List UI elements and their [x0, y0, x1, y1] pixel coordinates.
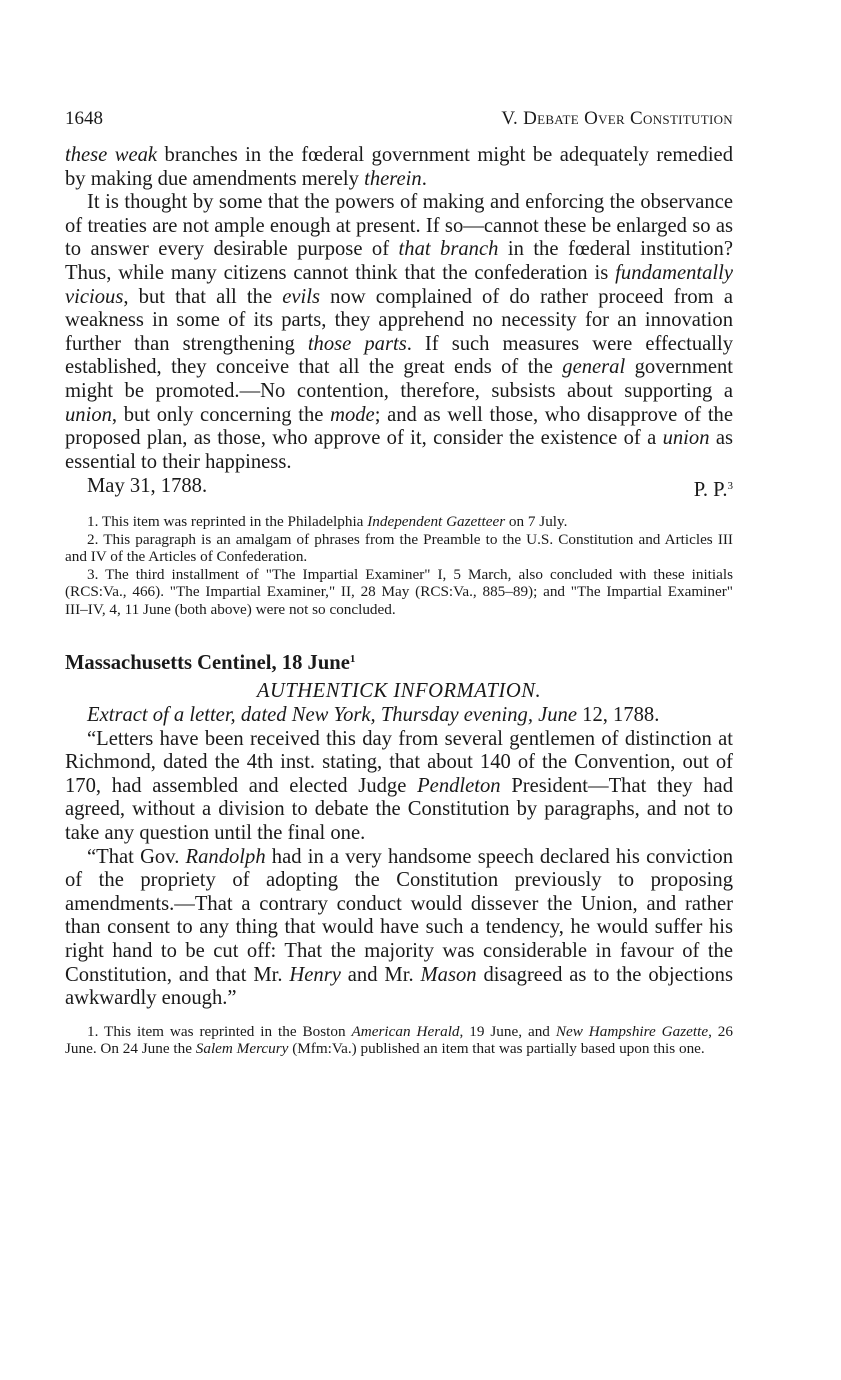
footnote: 3. The third installment of "The Impartial Examiner" I, 5 March, also concluded with these initials (RCS:Va., 466). "The Impartial Examiner," II, 28 May (RCS:Va., 885–89); and "The Impartial Examiner" III–IV, 4, 11 June (both above) were not so concluded. [65, 565, 733, 618]
paragraph [65, 144, 733, 191]
footnotes-1 [65, 513, 733, 619]
text: , 26 June. On 24 June the [65, 1022, 733, 1058]
date: May 31, 1788. [87, 475, 208, 498]
text: 12, 1788. [577, 704, 660, 727]
paragraph [65, 191, 733, 474]
italic-text: Pendleton [417, 774, 501, 797]
italic-text: Salem Mercury [195, 1040, 289, 1058]
italic-text: American Herald [351, 1022, 460, 1040]
text: government might be promoted.—No contention, therefore, subsists about supporting a [65, 356, 733, 402]
text: branches in the fœderal government might be adequately remedied by making due amendments merely [65, 144, 733, 190]
italic-text: union [65, 403, 112, 426]
italic-text: Mason [420, 963, 477, 986]
text: disagreed as to the objections awkwardly enough.” [65, 963, 733, 1010]
document-page [65, 108, 733, 1058]
text: . [421, 167, 427, 190]
signature-text: P. P. [693, 479, 728, 502]
italic-text: Randolph [185, 845, 266, 868]
page-number: 1648 [65, 108, 103, 129]
italic-text: mode [330, 403, 375, 426]
text: as essential to their happiness. [65, 427, 733, 473]
text: President—That they had agreed, without a division to debate the Constitution by paragraphs, and not to take any question until the final one. [65, 774, 733, 845]
text: . If such measures were effectually established, they conceive that all the great ends of the [65, 332, 733, 379]
footnote [65, 513, 733, 531]
section-title [65, 646, 733, 676]
text: , but that all the [123, 285, 283, 308]
text: , but only concerning the [111, 403, 331, 426]
italic-text: general [562, 356, 626, 379]
footnote: 2. This paragraph is an amalgam of phrases from the Preamble to the U.S. Constitution and Articles III and IV of the Articles of Confederation. [65, 530, 733, 566]
text: , 19 June, and [459, 1022, 556, 1040]
text: It is thought by some that the powers of making and enforcing the observance of treaties are not ample enough at present. If so—cannot these be enlarged so as to answer every desirable purpose of [65, 191, 733, 261]
italic-text: Henry [289, 963, 341, 986]
italic-text: Independent Gazetteer [367, 512, 506, 530]
page-header [65, 108, 733, 144]
text: 1. This item was reprinted in the Boston [87, 1022, 352, 1040]
italic-text: that branch [398, 238, 499, 261]
article-body-1 [65, 144, 733, 503]
text: on 7 July. [505, 512, 568, 530]
italic-text: fundamentally vicious [65, 261, 733, 308]
centered-heading: AUTHENTICK INFORMATION. [256, 680, 542, 703]
text: “That Gov. [87, 845, 186, 868]
italic-text: union [662, 427, 710, 450]
paragraph [65, 846, 733, 1011]
text: in the fœderal institution? Thus, while many citizens cannot think that the confederation is [65, 238, 733, 284]
paragraph [65, 728, 733, 846]
text: 1. This item was reprinted in the Philadelphia [87, 512, 368, 530]
text: had in a very handsome speech declared his conviction of the propriety of adopting the Constitution previously to proposing amendments.—That a contrary conduct would dissever the Union, and rather than consent to any thing that would have such a tendency, he would suffer his right hand to be cut off: That the majority was considerable in favour of the Constitution, and that Mr. [65, 845, 733, 986]
running-title: V. Debate Over Constitution [501, 108, 733, 129]
text: (Mfm:Va.) published an item that was partially based upon this one. [288, 1040, 705, 1058]
article-body-2 [65, 728, 733, 1011]
footnote [65, 1023, 733, 1058]
footnote-ref: 1 [349, 653, 356, 666]
text: “Letters have been received this day from several gentlemen of distinction at Richmond, dated the 4th inst. stating, that about 140 of the Convention, out of 170, had assembled and elected Judge [65, 727, 733, 797]
italic-text: therein [364, 167, 422, 190]
italic-text: evils [282, 285, 321, 308]
text: now complained of do rather proceed from a weakness in some of its parts, they apprehend no necessity for an innovation further than strengthening [65, 285, 733, 355]
italic-text: these weak [65, 144, 158, 166]
extract-line [65, 704, 733, 728]
footnote-ref: 3 [727, 480, 733, 493]
footnotes-2 [65, 1023, 733, 1058]
dateline [65, 475, 733, 503]
italic-text: those parts [307, 332, 407, 355]
italic-text: Extract of a letter, dated New York, Thursday evening, June [87, 704, 577, 727]
signature [694, 475, 733, 503]
text: ; and as well those, who disapprove of the proposed plan, as those, who approve of it, consider the existence of a [65, 403, 733, 450]
section-title-text: Massachusetts Centinel, 18 June [65, 652, 350, 675]
text: and Mr. [340, 963, 421, 986]
italic-text: New Hampshire Gazette [555, 1022, 709, 1040]
